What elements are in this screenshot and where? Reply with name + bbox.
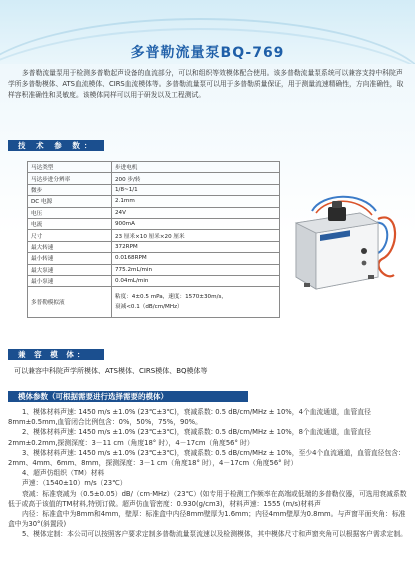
spec-key: 最小泵速 xyxy=(28,275,112,286)
table-row xyxy=(28,275,280,286)
table-row xyxy=(28,173,280,184)
spec-key: 多普勒模拟液 xyxy=(28,287,112,318)
model-paragraph: 2、模体材料声速: 1450 m/s ±1.0% (23℃±3℃)，衰减系数: 0.5 dB/cm/MHz ± 10%，8个血流通道，血管直径2mm±0.2mm,探测深度：3－11 cm（角度18° 时），4－17cm（角度56° 时） xyxy=(8,428,371,447)
model-paragraph: 声速：（1540±10）m/s（23℃） xyxy=(22,479,127,488)
spec-value: 23 厘米×10 厘米×20 厘米 xyxy=(112,230,280,241)
spec-key: 电压 xyxy=(28,207,112,218)
spec-value: 372RPM xyxy=(112,241,280,252)
spec-value-line: 衰减<0.1（dB/cm/MHz） xyxy=(115,304,183,311)
spec-value: 900mA xyxy=(112,218,280,229)
spec-value: 200 步/转 xyxy=(112,173,280,184)
table-row xyxy=(28,287,280,318)
table-row xyxy=(28,264,280,275)
intro-paragraph: 多普勒流量泵用于检测多普勒起声设备的血流部分，可以和组织等效模体配合使用。该多普勒流量泵系统可以兼容支持中科院声学所多普勒模体、ATS血流模体、CIRS血流模体等。多普勒流量泵可以用于多普勒质量保证，用于测量流速精确性，方向准确性，取样容积准确性和灵敏度。该模体同样可以用于研发以及工程测试。 xyxy=(8,69,404,99)
table-row xyxy=(28,207,280,218)
spec-value: 775.2mL/min xyxy=(112,264,280,275)
table-row xyxy=(28,218,280,229)
model-paragraph: 内径：标准盒中为8mm和4mm，壁厚：标准盒中内径8mm壁厚为1.6mm；内径4mm壁厚为0.8mm。与声窗平面夹角：标准盒中为30°(斜置段) xyxy=(8,510,406,529)
compat-text: 可以兼容中科院声学所模体、ATS模体、CIRS模体、BQ模体等 xyxy=(14,367,208,375)
section-title-compat: 兼 容 模 体： xyxy=(8,349,104,360)
spec-value: 2.1mm xyxy=(112,196,280,207)
spec-key: 最大泵速 xyxy=(28,264,112,275)
table-row xyxy=(28,184,280,195)
model-paragraph: 5、模体定制：本公司可以按照客户要求定制多普勒流量泵流速以及检测模体，其中模体尺寸和声窗夹角可以根据客户需求定制。 xyxy=(22,530,407,539)
model-paragraph: 衰减：标准衰减为（0.5±0.05）dB/（cm·MHz）（23℃）(如专用于检测工作频率在高端或低端的多普勒仪器，可选用衰减系数低于或高于该值的TM材料,特别订做。超声仿血管密度：0.930(g/cm3)，材料声速：1555 (m/s)材料声 xyxy=(8,489,407,508)
spec-table xyxy=(27,161,280,318)
spec-key: 最大转速 xyxy=(28,241,112,252)
model-paragraph: 1、模体材料声速: 1450 m/s ±1.0% (23℃±3℃)，衰减系数: 0.5 dB/cm/MHz ± 10%，4个血流通道，血管直径8mm±0.5mm,血管闭合比例包含：0%，50%，75%，90%。 xyxy=(8,408,371,427)
spec-key: 微步 xyxy=(28,184,112,195)
page-title: 多普勒流量泵BQ-769 xyxy=(130,45,285,61)
spec-key: 马达步进分辨率 xyxy=(28,173,112,184)
section-title-models: 模体参数（可根据需要进行选择需要的模体） xyxy=(8,391,248,402)
model-paragraph: 3、模体材料声速: 1450 m/s ±1.0% (23℃±3℃)，衰减系数: 0.5 dB/cm/MHz ± 10%，至少4个血流通道，血管直径包含：2mm、4mm、6mm、8mm，探测深度：3－1 cm（角度18° 时），4－17cm（角度56° 时） xyxy=(8,448,405,468)
spec-value: 步进电机 xyxy=(112,162,280,173)
spec-key: 电流 xyxy=(28,218,112,229)
spec-key: DC 电源 xyxy=(28,196,112,207)
flow-pump-device-image xyxy=(282,189,400,297)
spec-value: 1/8~1/1 xyxy=(112,184,280,195)
table-row xyxy=(28,162,280,173)
spec-value: 0.0168RPM xyxy=(112,253,280,264)
table-row xyxy=(28,241,280,252)
spec-key: 最小转速 xyxy=(28,253,112,264)
table-row xyxy=(28,196,280,207)
spec-key: 马达类型 xyxy=(28,162,112,173)
table-row xyxy=(28,253,280,264)
table-row xyxy=(28,230,280,241)
spec-value xyxy=(112,287,280,318)
spec-value: 0.04mL/min xyxy=(112,275,280,286)
spec-value-line: 粘度：4±0.5 mPa，速度：1570±30m/s， xyxy=(115,294,227,301)
section-title-tech-params: 技 术 参 数： xyxy=(8,140,104,151)
spec-value: 24V xyxy=(112,207,280,218)
spec-key: 尺寸 xyxy=(28,230,112,241)
models-text xyxy=(8,407,408,540)
model-paragraph: 4、超声仿组织（TM）材料 xyxy=(22,469,105,478)
